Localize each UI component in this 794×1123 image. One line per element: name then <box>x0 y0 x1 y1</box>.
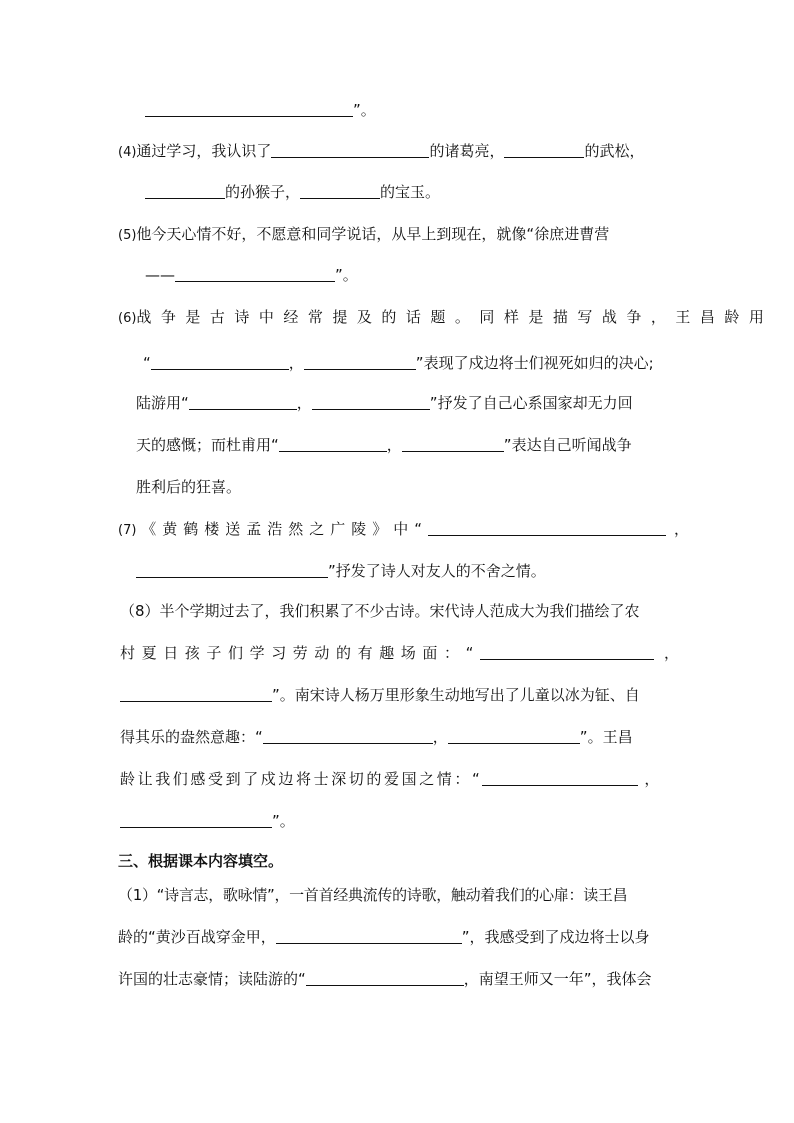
section-3-q1-line-2: 龄的“黄沙百战穿金甲， ”，我感受到了戍边将士以身 <box>118 928 650 946</box>
answer-blank[interactable] <box>189 394 297 410</box>
answer-blank[interactable] <box>312 394 430 410</box>
question-number: (7) <box>118 523 137 538</box>
answer-blank[interactable] <box>448 728 580 744</box>
answer-blank[interactable] <box>300 183 380 199</box>
text-line-1: ”。 <box>145 100 376 120</box>
question-6-line-1: (6)战争是古诗中经常提及的话题。同样是描写战争，王昌龄用 <box>118 308 774 326</box>
question-6-line-4: 天的感慨；而杜甫用“ ， ”表达自己听闻战争 <box>136 436 632 454</box>
answer-blank[interactable] <box>304 354 416 370</box>
question-6-line-5: 胜利后的狂喜。 <box>136 478 242 496</box>
answer-blank[interactable] <box>276 928 462 944</box>
answer-blank[interactable] <box>504 142 584 158</box>
question-number: (4) <box>118 145 137 160</box>
question-8-line-6: ”。 <box>120 811 295 831</box>
question-5-line-1: (5)他今天心情不好，不愿意和同学说话，从早上到现在，就像“徐庶进曹营 <box>118 225 610 243</box>
question-8-line-4: 得其乐的盎然意趣：“ ， ”。王昌 <box>120 728 633 746</box>
question-number: (6) <box>118 311 137 326</box>
question-8-line-3: ”。南宋诗人杨万里形象生动地写出了儿童以冰为钲、自 <box>120 685 640 705</box>
answer-blank[interactable] <box>271 142 429 158</box>
answer-blank[interactable] <box>136 562 328 578</box>
answer-blank[interactable] <box>175 266 335 282</box>
question-number: (5) <box>118 228 137 243</box>
answer-blank[interactable] <box>402 436 504 452</box>
section-3-q1-line-1: （1）“诗言志，歌咏情”，一首首经典流传的诗歌，触动着我们的心扉：读王昌 <box>118 886 628 904</box>
answer-blank[interactable] <box>120 812 272 828</box>
section-3-q1-line-3: 许国的壮志豪情；读陆游的“ ，南望王师又一年”，我体会 <box>118 970 652 988</box>
answer-blank[interactable] <box>428 520 666 536</box>
answer-blank[interactable] <box>306 970 464 986</box>
answer-blank[interactable] <box>279 436 387 452</box>
answer-blank[interactable] <box>480 644 654 660</box>
answer-blank[interactable] <box>145 183 225 199</box>
question-8-line-5: 龄让我们感受到了戍边将士深切的爱国之情：“ ， <box>120 770 660 788</box>
question-5-line-2: —— ”。 <box>145 266 358 284</box>
answer-blank[interactable] <box>120 686 272 702</box>
answer-blank[interactable] <box>145 101 353 117</box>
question-4-line-2: 的孙猴子， 的宝玉。 <box>145 182 440 202</box>
question-6-line-3: 陆游用“ ， ”抒发了自己心系国家却无力回 <box>136 394 633 412</box>
question-8-line-1: （8）半个学期过去了，我们积累了不少古诗。宋代诗人范成大为我们描绘了农 <box>120 602 640 620</box>
answer-blank[interactable] <box>151 354 289 370</box>
answer-blank[interactable] <box>263 728 433 744</box>
question-4-line-1: (4)通过学习，我认识了 的诸葛亮， 的武松， <box>118 142 645 160</box>
question-8-line-2: 村夏日孩子们学习劳动的有趣场面：“ ， <box>120 644 679 662</box>
question-7-line-1: (7) 《黄鹤楼送孟浩然之广陵》中“ ， <box>118 520 689 538</box>
question-7-line-2: ”抒发了诗人对友人的不舍之情。 <box>136 561 546 581</box>
section-heading-3: 三、根据课本内容填空。 <box>118 852 284 870</box>
question-6-line-2: “ ， ”表现了戍边将士们视死如归的决心; <box>143 354 654 372</box>
answer-blank[interactable] <box>482 770 638 786</box>
